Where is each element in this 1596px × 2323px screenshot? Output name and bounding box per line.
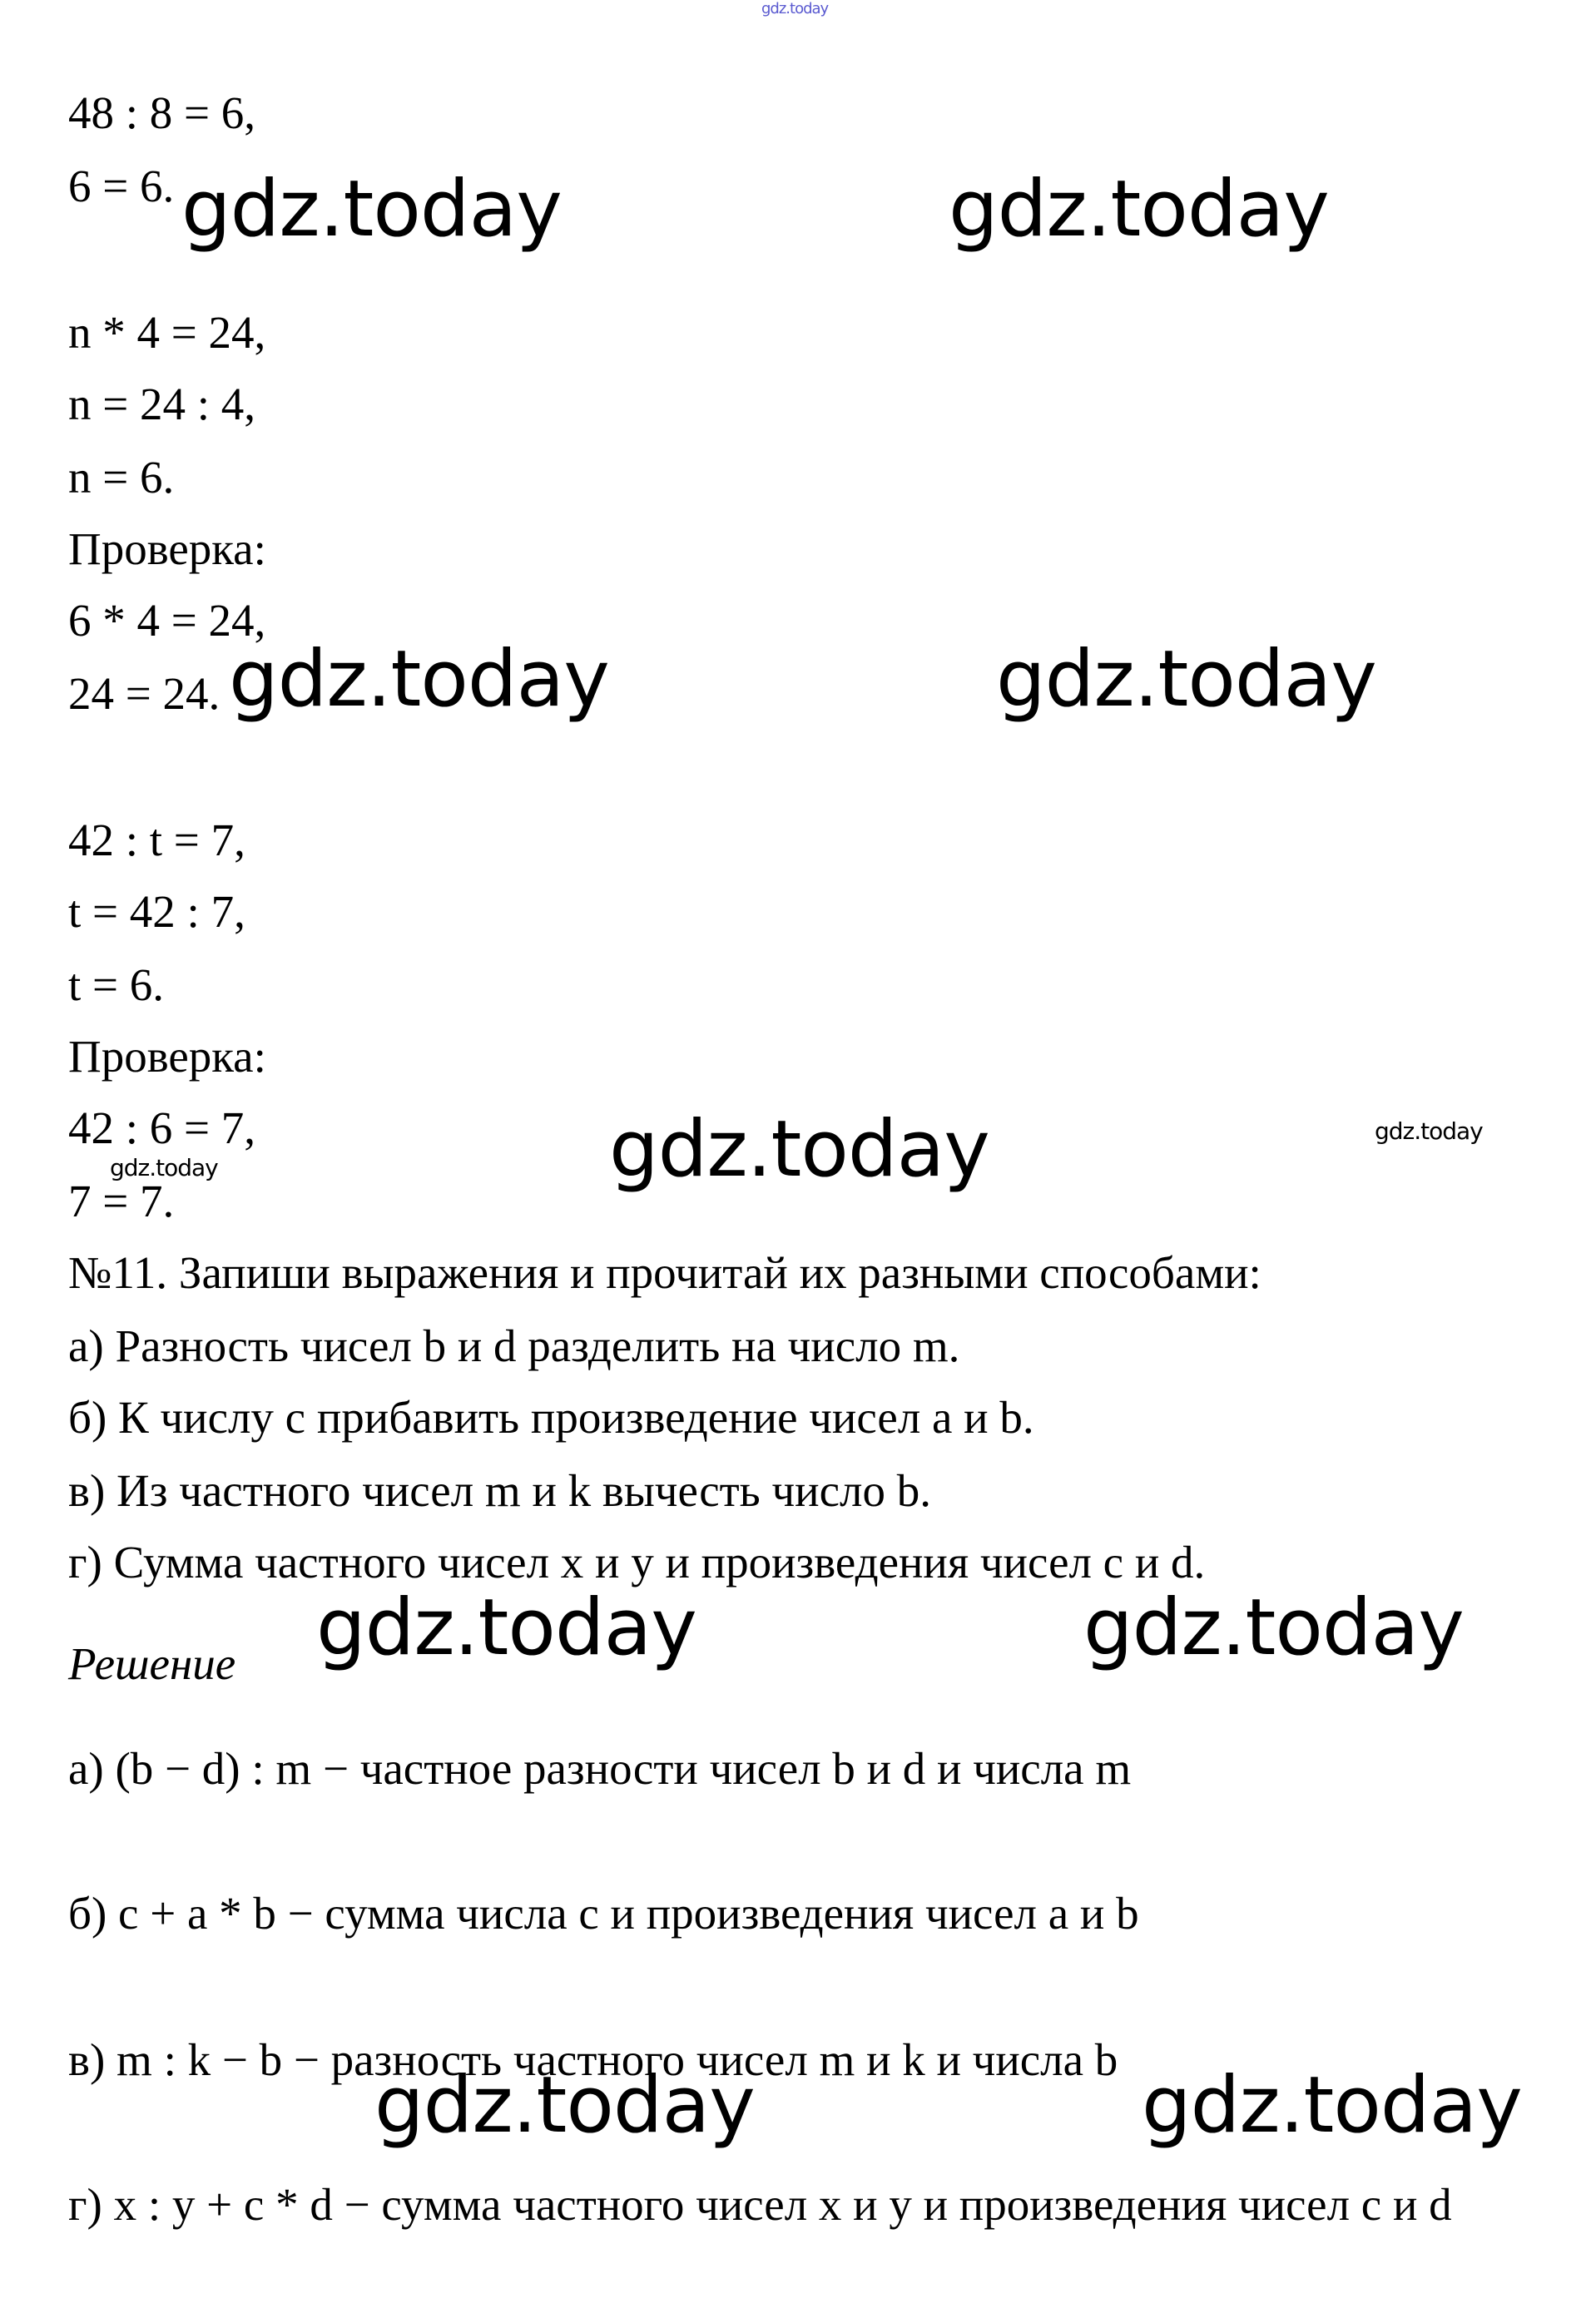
check-label: Проверка: — [68, 1031, 266, 1082]
equation-line: t = 42 : 7, — [68, 886, 245, 937]
watermark: gdz.today — [316, 1583, 696, 1673]
solution-item-g: г) x : y + c * d − сумма частного чисел x и y и произведения чисел c и d — [68, 2179, 1452, 2230]
equation-line: 42 : t = 7, — [68, 815, 245, 865]
task-item-v: в) Из частного чисел m и k вычесть число b. — [68, 1465, 931, 1516]
task-item-g: г) Сумма частного чисел x и y и произведения чисел c и d. — [68, 1537, 1206, 1587]
equation-line: n = 6. — [68, 452, 175, 503]
watermark-top: gdz.today — [761, 0, 829, 17]
watermark: gdz.today — [1142, 2060, 1522, 2151]
equation-line: n = 24 : 4, — [68, 379, 256, 429]
solution-item-b: б) c + a * b − сумма числа c и произведения чисел a и b — [68, 1888, 1139, 1939]
task-item-b: б) К числу с прибавить произведение чисел a и b. — [68, 1392, 1034, 1443]
watermark: gdz.today — [229, 634, 609, 725]
watermark: gdz.today — [1083, 1583, 1464, 1673]
equation-line: 6 * 4 = 24, — [68, 595, 266, 646]
equation-line: n * 4 = 24, — [68, 307, 266, 358]
task-item-a: а) Разность чисел b и d разделить на число m. — [68, 1320, 960, 1371]
watermark: gdz.today — [181, 164, 562, 255]
equation-line: 24 = 24. — [68, 668, 221, 719]
equation-line: t = 6. — [68, 959, 165, 1010]
equation-line: 6 = 6. — [68, 161, 175, 211]
watermark: gdz.today — [374, 2060, 755, 2151]
watermark: gdz.today — [609, 1104, 989, 1195]
equation-line: 48 : 8 = 6, — [68, 87, 256, 138]
watermark: gdz.today — [996, 634, 1376, 725]
watermark-small: gdz.today — [110, 1154, 218, 1181]
equation-line: 42 : 6 = 7, — [68, 1102, 256, 1153]
watermark: gdz.today — [949, 164, 1329, 255]
task-title: №11. Запиши выражения и прочитай их разными способами: — [68, 1247, 1261, 1298]
equation-line: 7 = 7. — [68, 1176, 175, 1226]
solution-label: Решение — [68, 1638, 236, 1689]
watermark-small: gdz.today — [1375, 1117, 1483, 1145]
solution-item-v: в) m : k − b − разность частного чисел m и k и числа b — [68, 2034, 1118, 2085]
check-label: Проверка: — [68, 523, 266, 574]
solution-item-a: а) (b − d) : m − частное разности чисел b и d и числа m — [68, 1743, 1132, 1794]
